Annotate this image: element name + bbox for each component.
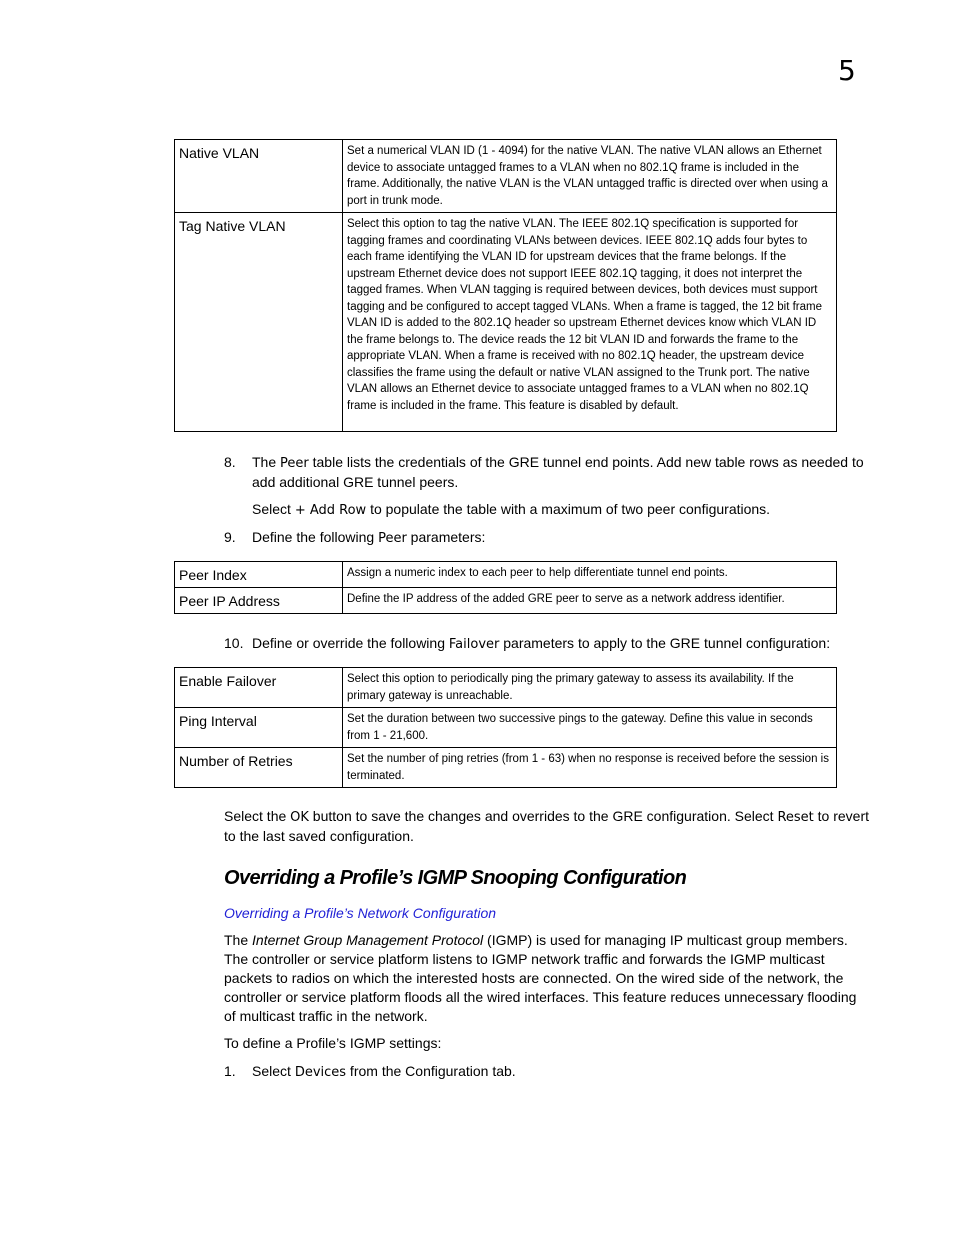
step-text: The Peer table lists the credentials of the GRE tunnel end points. Add new table rows as needed to add additional GRE tunnel peers. [252,454,864,490]
ui-label-add-row: + Add Row [294,503,367,518]
step-8-subtext: Select + Add Row to populate the table with a maximum of two peer configurations. [252,501,771,518]
table-row [175,708,837,748]
ui-label-peer: Peer [378,531,407,546]
step-number: 1. [224,1063,236,1079]
param-name: Ping Interval [175,708,343,748]
param-name: Peer IP Address [175,588,343,614]
param-name: Enable Failover [175,668,343,708]
param-name: Native VLAN [175,140,343,213]
param-name: Peer Index [175,562,343,588]
ui-label-ok: OK [290,810,309,825]
step-number: 9. [224,529,236,545]
param-description: Set the duration between two successive pings to the gateway. Define this value in seconds from 1 - 21,600. [343,708,837,748]
step-8 [224,453,869,492]
ui-label-peer: Peer [280,456,309,471]
igmp-intro-paragraph: The Internet Group Management Protocol (IGMP) is used for managing IP multicast group members. The controller or service platform listens to IGMP network traffic and forwards the IGMP multicast packets to radios on which the interested hosts are connected. On the wired side of the network, the controller or service platform floods all the wired interfaces. This feature reduces unnecessary flooding of multicast traffic in the network. [224,932,857,1024]
param-name: Tag Native VLAN [175,213,343,432]
step-9 [224,528,869,548]
section-heading: Overriding a Profile’s IGMP Snooping Configuration [224,867,687,889]
param-description: Set a numerical VLAN ID (1 - 4094) for the native VLAN. The native VLAN allows an Ethernet device to associate untagged frames to a VLAN when no 802.1Q frame is included in the frame. Additionally, the native VLAN is the VLAN untagged traffic is directed over when using a port in trunk mode. [343,140,837,213]
igmp-term: Internet Group Management Protocol [252,932,484,948]
ui-label-failover: Failover [448,637,500,652]
table-row [175,668,837,708]
step-text: Define or override the following Failover parameters to apply to the GRE tunnel configuration: [252,635,831,652]
define-settings-text: To define a Profile’s IGMP settings: [224,1035,442,1051]
table-row [175,140,837,213]
table-row [175,213,837,432]
step-10 [224,634,884,654]
step-text: Define the following Peer parameters: [252,529,486,546]
step-number: 8. [224,454,236,470]
save-instructions: Select the OK button to save the changes and overrides to the GRE configuration. Select Reset to revert to the last saved configuration. [224,808,870,844]
step-1 [224,1062,869,1082]
table-row [175,562,837,588]
table-row [175,588,837,614]
ui-label-devices: Devices [294,1065,347,1080]
step-number: 10. [224,635,244,651]
param-description: Assign a numeric index to each peer to help differentiate tunnel end points. [343,562,837,588]
failover-parameter-table [174,667,837,788]
param-description: Define the IP address of the added GRE peer to serve as a network address identifier. [343,588,837,614]
table-row [175,748,837,788]
param-description: Set the number of ping retries (from 1 - 63) when no response is received before the session is terminated. [343,748,837,788]
ui-label-reset: Reset [777,810,814,825]
step-text: Select Devices from the Configuration tab. [252,1063,516,1080]
param-name: Number of Retries [175,748,343,788]
peer-parameter-table [174,561,837,614]
cross-reference-link[interactable]: Overriding a Profile’s Network Configuration [224,905,497,921]
param-description: Select this option to tag the native VLAN. The IEEE 802.1Q specification is supported for tagging frames and coordinating VLANs between devices. IEEE 802.1Q adds four bytes to each frame identifying the VLAN ID for upstream devices that the frame belongs. If the upstream Ethernet device does not support IEEE 802.1Q tagging, it does not interpret the tagged frames. When VLAN tagging is required between devices, both devices must support tagging and be configured to accept tagged VLANs. When a frame is tagged, the 12 bit frame VLAN ID is added to the 802.1Q header so upstream Ethernet devices know which VLAN ID the frame belongs to. The device reads the 12 bit VLAN ID and forwards the frame to the appropriate VLAN. When a frame is received with no 802.1Q header, the upstream device classifies the frame using the default or native VLAN assigned to the Trunk port. The native VLAN allows an Ethernet device to associate untagged frames to a VLAN when no 802.1Q frame is included in the frame. This feature is disabled by default. [343,213,837,432]
chapter-number: 5 [838,54,856,87]
param-description: Select this option to periodically ping the primary gateway to assess its availability. If the primary gateway is unreachable. [343,668,837,708]
vlan-parameter-table [174,139,837,432]
